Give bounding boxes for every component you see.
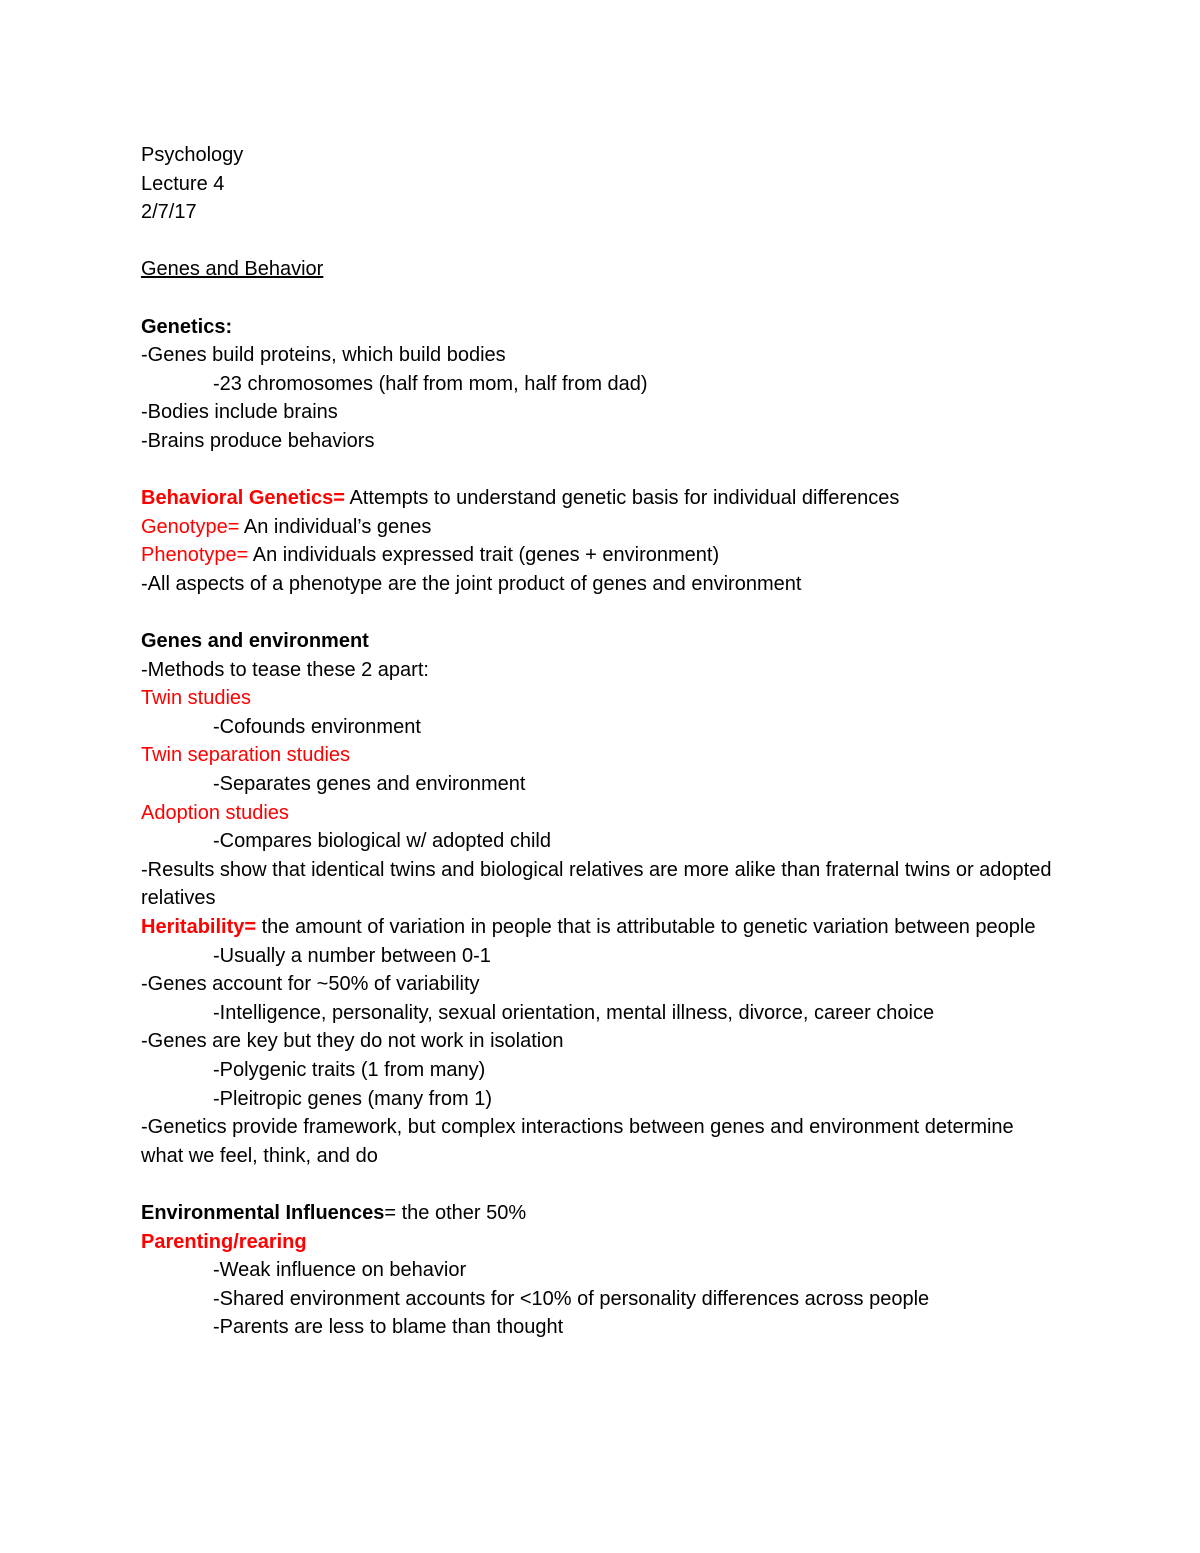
genetics-heading: Genetics:: [141, 315, 233, 338]
environmental-heading-rest: = the other 50%: [384, 1201, 527, 1224]
heritability-note: -Usually a number between 0-1: [213, 944, 491, 967]
parenting-line: -Parents are less to blame than thought: [213, 1316, 564, 1339]
pleitropic-line: -Pleitropic genes (many from 1): [213, 1087, 492, 1110]
definition-term: Phenotype=: [141, 544, 249, 567]
variability-examples: -Intelligence, personality, sexual orientation, mental illness, divorce, career choice: [213, 1001, 935, 1024]
spacer: [141, 456, 1061, 485]
definition-text: the amount of variation in people that is attributable to genetic variation between people: [256, 916, 1036, 939]
course-name: Psychology: [141, 144, 244, 166]
spacer: [141, 227, 1061, 256]
spacer: [141, 284, 1061, 313]
twin-separation-note: -Separates genes and environment: [213, 773, 526, 796]
twin-studies-term: Twin studies: [141, 687, 252, 710]
definition-term: Genotype=: [141, 515, 240, 538]
methods-line: -Methods to tease these 2 apart:: [141, 658, 429, 681]
twin-separation-term: Twin separation studies: [141, 744, 351, 767]
definition-genotype: [141, 513, 1061, 542]
adoption-studies-term: Adoption studies: [141, 801, 289, 824]
lecture-date: 2/7/17: [141, 201, 197, 224]
framework-line: -Genetics provide framework, but complex interactions between genes and environment determine what we feel, think, and do: [141, 1116, 1014, 1167]
polygenic-line: -Polygenic traits (1 from many): [213, 1059, 486, 1081]
spacer: [141, 599, 1061, 628]
definition-term: Heritability=: [141, 916, 257, 939]
isolation-line: -Genes are key but they do not work in isolation: [141, 1030, 564, 1053]
environmental-heading: [141, 1199, 1061, 1228]
lecture-number: Lecture 4: [141, 172, 225, 195]
phenotype-note: -All aspects of a phenotype are the joint product of genes and environment: [141, 572, 802, 595]
genes-environment-heading: Genes and environment: [141, 630, 369, 653]
definition-text: An individuals expressed trait (genes + environment): [248, 544, 720, 567]
genetics-line: -Genes build proteins, which build bodies: [141, 344, 506, 367]
definition-phenotype: [141, 541, 1061, 570]
genetics-line: -Brains produce behaviors: [141, 429, 375, 452]
page-title: Genes and Behavior: [141, 258, 324, 281]
document-body: [141, 141, 1061, 1342]
twin-studies-note: -Cofounds environment: [213, 715, 421, 738]
parenting-line: -Shared environment accounts for <10% of personality differences across people: [213, 1287, 930, 1310]
definition-behavioral-genetics: [141, 484, 1061, 513]
definition-term: Behavioral Genetics=: [141, 487, 345, 510]
variability-line: -Genes account for ~50% of variability: [141, 973, 480, 996]
genetics-line: -Bodies include brains: [141, 401, 338, 424]
genetics-line: -23 chromosomes (half from mom, half from dad): [213, 372, 648, 395]
definition-heritability: [141, 913, 1061, 942]
spacer: [141, 1170, 1061, 1199]
parenting-term: Parenting/rearing: [141, 1230, 307, 1253]
adoption-studies-note: -Compares biological w/ adopted child: [213, 830, 551, 853]
definition-text: An individual’s genes: [239, 515, 432, 538]
parenting-line: -Weak influence on behavior: [213, 1259, 467, 1282]
results-line: -Results show that identical twins and biological relatives are more alike than fraternal twins or adopted relatives: [141, 858, 1052, 910]
definition-text: Attempts to understand genetic basis for individual differences: [344, 487, 900, 510]
environmental-heading-bold: Environmental Influences: [141, 1201, 385, 1224]
